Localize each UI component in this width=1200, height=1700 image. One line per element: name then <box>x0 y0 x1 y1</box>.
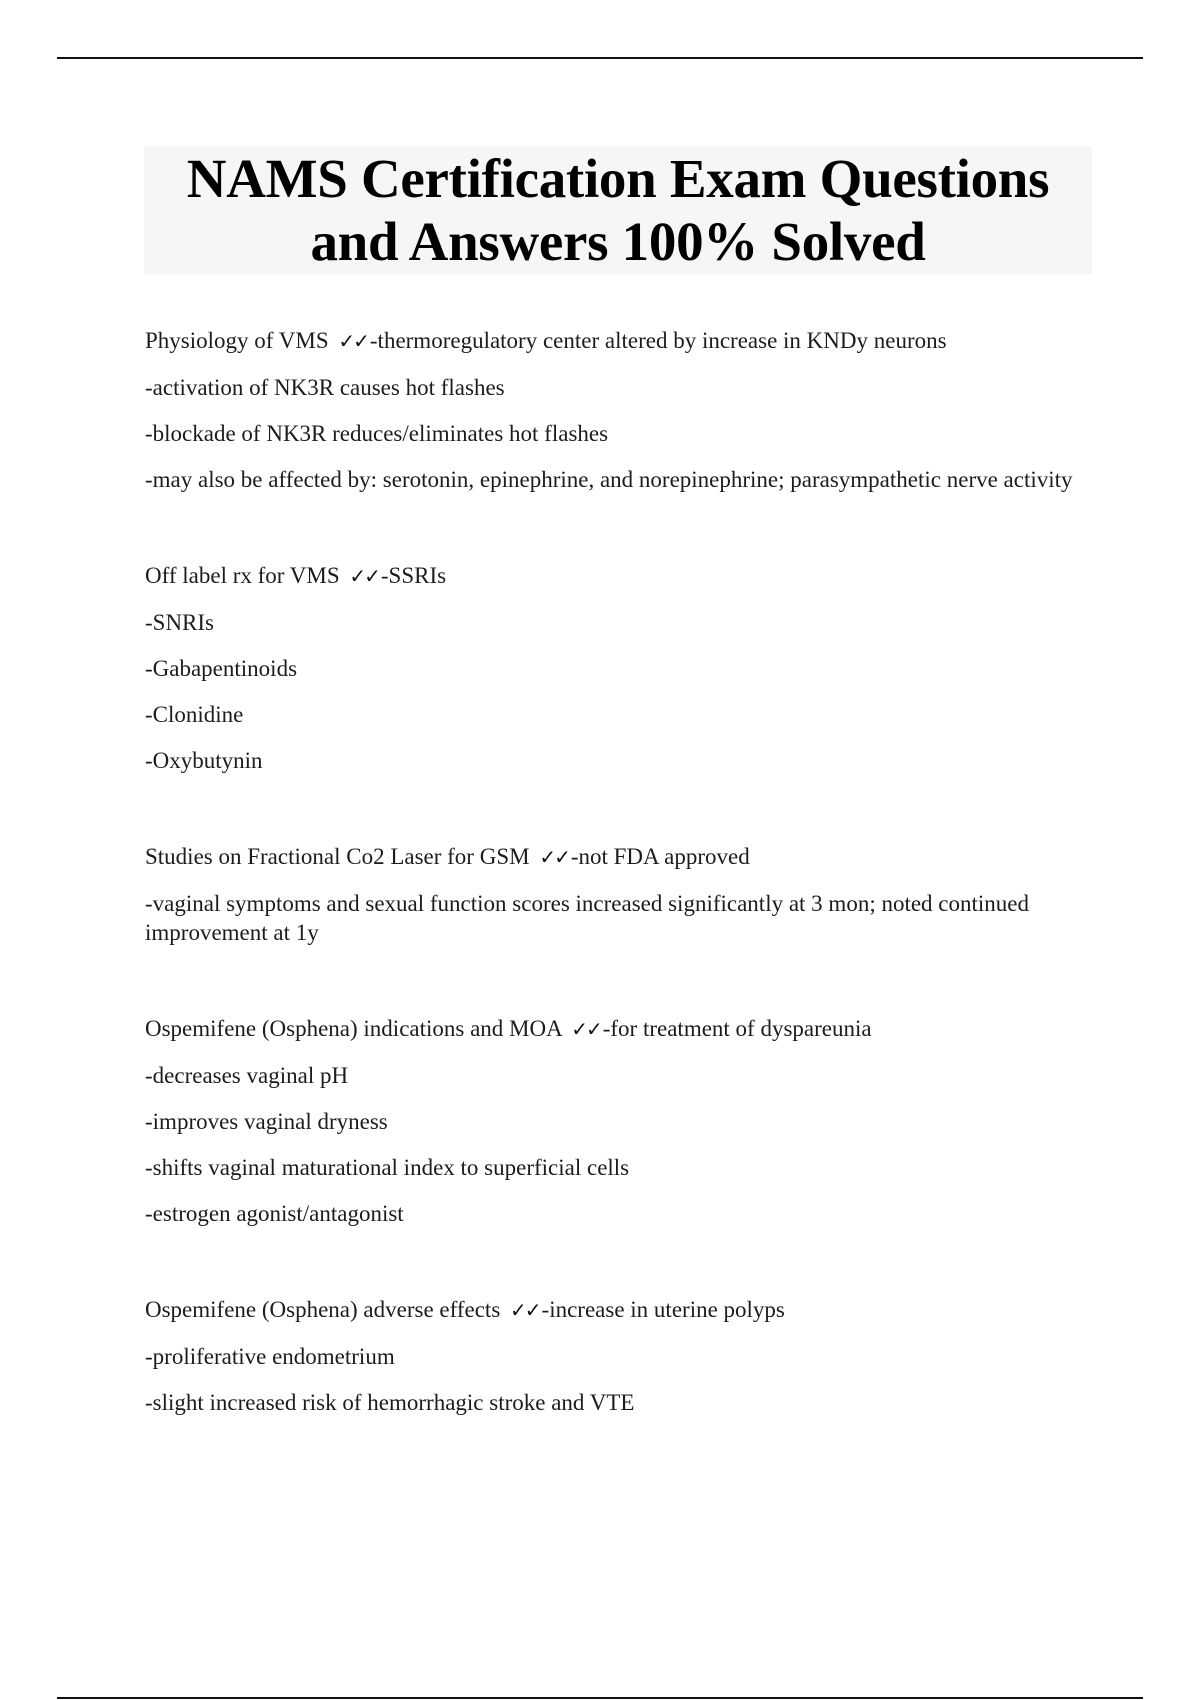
flashcard <box>145 561 1095 775</box>
double-check-icon: ✓✓ <box>338 329 368 353</box>
card-term: Studies on Fractional Co2 Laser for GSM <box>145 844 530 869</box>
flashcard <box>145 1014 1095 1228</box>
card-question-line <box>145 1014 1095 1044</box>
card-term: Off label rx for VMS <box>145 563 340 588</box>
flashcard-list <box>145 326 1095 1417</box>
card-answer-line: -activation of NK3R causes hot flashes <box>145 375 505 400</box>
card-answer-line: -may also be affected by: serotonin, epinephrine, and norepinephrine; parasympathetic nerve activity <box>145 467 1073 492</box>
card-answer-line: -blockade of NK3R reduces/eliminates hot flashes <box>145 421 609 446</box>
document-title-line-1: NAMS Certification Exam Questions <box>186 148 1050 209</box>
card-answer-first: -SSRIs <box>380 563 447 588</box>
card-answer-line: -Clonidine <box>145 702 244 727</box>
double-check-icon: ✓✓ <box>349 564 379 588</box>
card-answer-line: -decreases vaginal pH <box>145 1063 349 1088</box>
card-answer-line: -slight increased risk of hemorrhagic stroke and VTE <box>145 1390 635 1415</box>
flashcard <box>145 326 1095 494</box>
top-rule <box>57 57 1143 59</box>
card-answer-first: -not FDA approved <box>570 844 750 869</box>
card-question-line <box>145 326 1095 356</box>
bottom-rule <box>57 1697 1143 1699</box>
card-answer-line: -shifts vaginal maturational index to superficial cells <box>145 1155 630 1180</box>
card-question-line <box>145 1295 1095 1325</box>
card-answer-line: -proliferative endometrium <box>145 1344 395 1369</box>
card-answer-line: -Oxybutynin <box>145 748 263 773</box>
flashcard <box>145 842 1095 947</box>
document-title-line-2: and Answers 100% Solved <box>310 211 926 272</box>
double-check-icon: ✓✓ <box>539 845 569 869</box>
card-answer-line: -improves vaginal dryness <box>145 1109 388 1134</box>
card-answer-line: -SNRIs <box>145 610 215 635</box>
flashcard <box>145 1295 1095 1417</box>
double-check-icon: ✓✓ <box>510 1298 540 1322</box>
card-question-line <box>145 842 1095 872</box>
card-answer-line: -estrogen agonist/antagonist <box>145 1201 404 1226</box>
card-answer-first: -increase in uterine polyps <box>541 1297 785 1322</box>
card-question-line <box>145 561 1095 591</box>
card-answer-first: -thermoregulatory center altered by increase in KNDy neurons <box>369 328 947 353</box>
title-banner <box>144 146 1092 274</box>
card-term: Ospemifene (Osphena) adverse effects <box>145 1297 501 1322</box>
card-answer-line: -Gabapentinoids <box>145 656 298 681</box>
card-term: Physiology of VMS <box>145 328 329 353</box>
card-answer-first: -for treatment of dyspareunia <box>602 1016 872 1041</box>
card-term: Ospemifene (Osphena) indications and MOA <box>145 1016 562 1041</box>
double-check-icon: ✓✓ <box>571 1017 601 1041</box>
card-answer-line: -vaginal symptoms and sexual function scores increased significantly at 3 mon; noted continued improvement at 1y <box>145 891 1030 945</box>
